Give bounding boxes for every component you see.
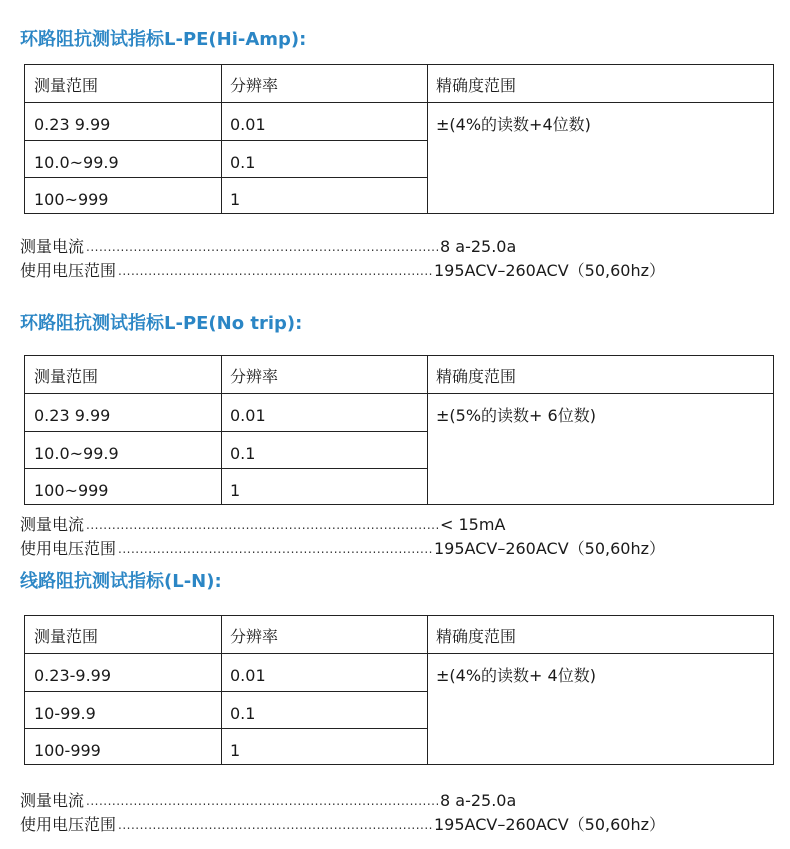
current-value: 8 a-25.0a <box>440 791 517 810</box>
spec-table-l-n <box>24 615 774 765</box>
leader-dots <box>118 539 432 559</box>
cell-resolution: 0.1 <box>230 153 256 172</box>
cell-resolution: 0.1 <box>230 704 256 723</box>
cell-range: 0.23 9.99 <box>34 406 111 425</box>
cell-resolution: 1 <box>230 481 241 500</box>
header-resolution: 分辨率 <box>230 76 279 95</box>
cell-range: 0.23-9.99 <box>34 666 112 685</box>
leader-dots <box>86 791 438 811</box>
cell-range: 10.0~99.9 <box>34 153 119 172</box>
spec-table-no-trip <box>24 355 774 505</box>
leader-dots <box>118 815 432 835</box>
spec-table-hi-amp <box>24 64 774 214</box>
voltage-label: 使用电压范围 <box>20 539 117 558</box>
cell-resolution: 0.01 <box>230 666 266 685</box>
cell-range: 100~999 <box>34 481 109 500</box>
header-accuracy: 精确度范围 <box>436 627 517 646</box>
cell-range: 100-999 <box>34 741 101 760</box>
voltage-value: 195ACV–260ACV（50,60hz） <box>434 815 665 834</box>
section-title-hi-amp: 环路阻抗测试指标L-PE(Hi-Amp): <box>20 29 307 50</box>
current-value: 8 a-25.0a <box>440 237 517 256</box>
leader-dots <box>86 515 438 535</box>
cell-accuracy: ±(4%的读数+4位数) <box>436 115 591 134</box>
cell-resolution: 0.01 <box>230 115 266 134</box>
cell-range: 100~999 <box>34 190 109 209</box>
voltage-value: 195ACV–260ACV（50,60hz） <box>434 261 665 280</box>
current-label: 测量电流 <box>20 791 85 810</box>
header-resolution: 分辨率 <box>230 627 279 646</box>
current-label: 测量电流 <box>20 515 85 534</box>
header-accuracy: 精确度范围 <box>436 367 517 386</box>
cell-accuracy: ±(4%的读数+ 4位数) <box>436 666 596 685</box>
cell-resolution: 0.01 <box>230 406 266 425</box>
cell-resolution: 1 <box>230 190 241 209</box>
section-title-l-n: 线路阻抗测试指标(L-N): <box>20 571 222 592</box>
cell-resolution: 1 <box>230 741 241 760</box>
cell-range: 10-99.9 <box>34 704 96 723</box>
leader-dots <box>118 261 432 281</box>
voltage-label: 使用电压范围 <box>20 815 117 834</box>
cell-range: 0.23 9.99 <box>34 115 111 134</box>
header-accuracy: 精确度范围 <box>436 76 517 95</box>
header-range: 测量范围 <box>34 367 99 386</box>
voltage-value: 195ACV–260ACV（50,60hz） <box>434 539 665 558</box>
current-value: < 15mA <box>440 515 506 534</box>
header-range: 测量范围 <box>34 627 99 646</box>
voltage-label: 使用电压范围 <box>20 261 117 280</box>
header-range: 测量范围 <box>34 76 99 95</box>
header-resolution: 分辨率 <box>230 367 279 386</box>
leader-dots <box>86 237 438 257</box>
cell-resolution: 0.1 <box>230 444 256 463</box>
section-title-no-trip: 环路阻抗测试指标L-PE(No trip): <box>20 313 303 334</box>
current-label: 测量电流 <box>20 237 85 256</box>
cell-range: 10.0~99.9 <box>34 444 119 463</box>
cell-accuracy: ±(5%的读数+ 6位数) <box>436 406 596 425</box>
